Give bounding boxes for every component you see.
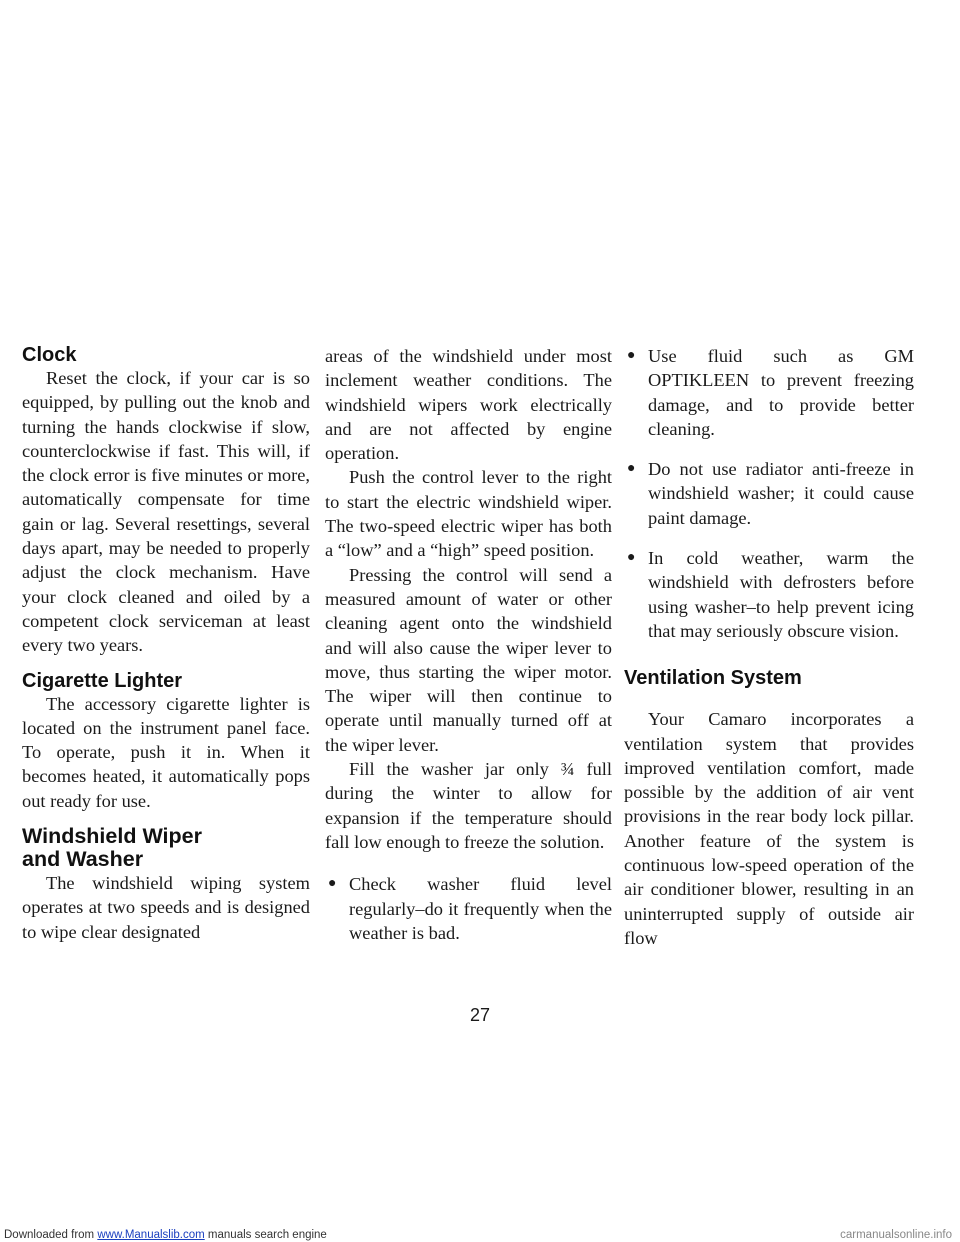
bullet-icon: ● (627, 550, 636, 566)
footer-link[interactable]: www.Manualslib.com (97, 1229, 205, 1241)
washer-tips-list (325, 872, 612, 945)
washer-tips-list-cont (624, 344, 914, 643)
wiper-heading-line2: and Washer (22, 847, 144, 872)
cigarette-lighter-paragraph: The accessory cigarette lighter is located on the instrument panel face. To operate, push it in. When it becomes heated, it automatically pops out ready for use. (22, 693, 310, 811)
bullet-icon: ● (627, 348, 636, 363)
column-left (22, 344, 310, 944)
ventilation-paragraph: Your Camaro incorporates a ventilation system that provides improved ventilation comfort, made possible by the addition of air vent provisions in the rear body lock pillar. Another feature of the system is continuous low-speed operation of the air conditioner blower, resulting in an uninterrupted supply of outside air flow (624, 709, 914, 948)
washer-jar-paragraph: Fill the washer jar only ¾ full during the winter to allow for expansion if the temperature should fall low enough to freeze the solution. (325, 759, 612, 852)
clock-heading: Clock (22, 344, 77, 366)
cigarette-lighter-heading: Cigarette Lighter (22, 669, 183, 692)
control-lever-paragraph: Push the control lever to the right to start the electric windshield wiper. The two-speed electric wiper has both a “low” and a “high” speed position. (325, 467, 612, 561)
footer (0, 1228, 960, 1242)
footer-prefix: Downloaded from (4, 1229, 95, 1241)
watermark: carmanualsonline.info (840, 1229, 952, 1241)
washer-control-paragraph: Pressing the control will send a measured amount of water or other cleaning agent onto the windshield and will also cause the wiper lever to move, thus starting the wiper motor. The wiper will then continue to operate until manually turned off at the wiper lever. (325, 564, 612, 755)
clock-paragraph: Reset the clock, if your car is so equipped, by pulling out the knob and turning the hands clockwise if slow, counterclockwise if fast. This will, if the clock error is five minutes or more, automatically compensate for time gain or lag. Several resettings, several days apart, may be needed to properly adjust the clock mechanism. Have your clock cleaned and oiled by a competent clock serviceman at least every two years. (22, 368, 310, 656)
list-item: ● Check washer fluid level regularly–do it frequently when the weather is bad. (328, 874, 612, 943)
wiper-paragraph: The windshield wiping system operates at two speeds and is designed to wipe clear designated (22, 873, 310, 942)
list-item: ● Do not use radiator anti-freeze in windshield washer; it could cause paint damage. (627, 459, 914, 528)
wiper-paragraph-cont: areas of the windshield under most inclement weather conditions. The windshield wipers work electrically and are not affected by engine operation. (325, 346, 612, 464)
column-middle (325, 344, 612, 945)
wiper-heading-line1: Windshield Wiper (22, 824, 202, 849)
bullet-icon: ● (328, 876, 337, 892)
bullet-icon: ● (627, 461, 636, 477)
list-item: ● Use fluid such as GM OPTIKLEEN to prevent freezing damage, and to provide better cleaning. (627, 346, 914, 439)
ventilation-heading: Ventilation System (624, 667, 802, 690)
page-number: 27 (469, 1005, 491, 1025)
footer-suffix: manuals search engine (207, 1229, 327, 1241)
list-item: ● In cold weather, warm the windshield with defrosters before using washer–to help prevent icing that may seriously obscure vision. (627, 548, 914, 641)
column-right (624, 344, 914, 950)
